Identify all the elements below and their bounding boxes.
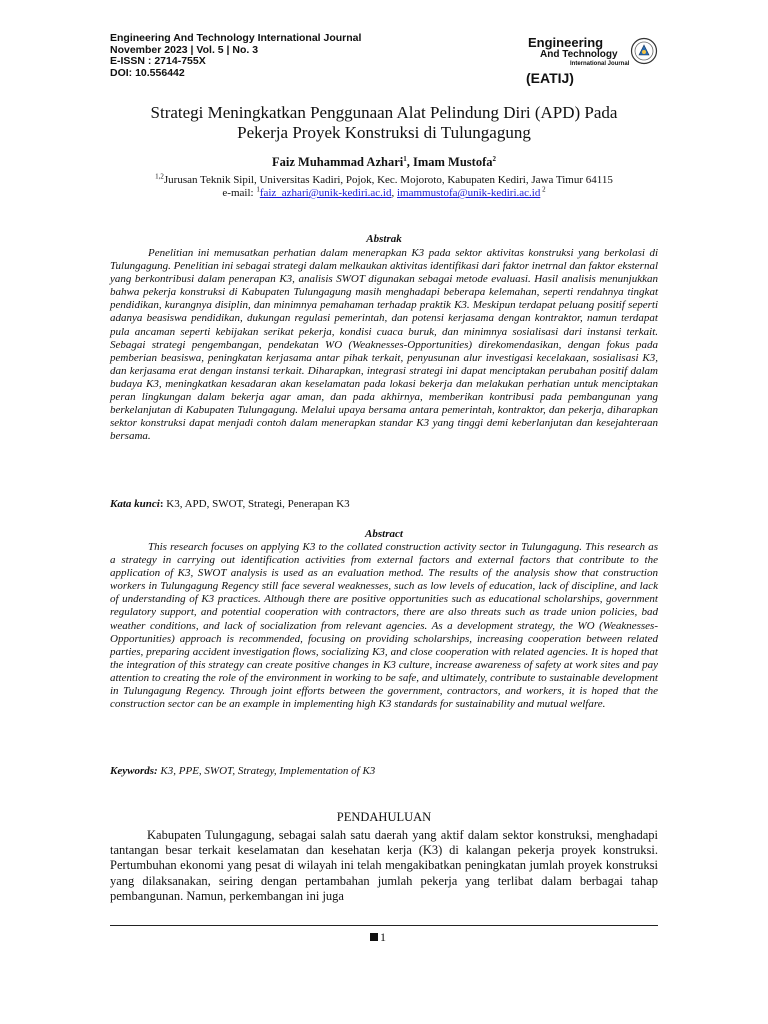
logo-line-3: International Journal [570,61,630,67]
journal-seal-icon [630,37,658,65]
page-number-value: 1 [380,930,386,944]
square-bullet-icon [370,933,378,941]
abstrak-text: Penelitian ini memusatkan perhatian dalam menerapkan K3 pada sektor aktivitas konstruksi yang berkolasi di Tulungagung. Penelitian ini sebagai strategi dalam melkaukan aktivitas identifikasi dari faktor inetrnal dan faktor eksternal yang berkontribusi dalam penerapan K3, analisis SWOT digunakan sebagai metode evaluasi. Hasil analisis menunjukkan bahwa pekerja konstruksi di Kabupaten Tulungagung masih menghadapi beberapa kelemahan, seperti rendahnya tingkat pendidikan, kurangnya disiplin, dan minimnya pemahaman terhadap praktik K3. Meskipun terdapat peluang positif seperti adanya beasiswa pendidikan, dukungan regulasi pemerintah, dan potensi kerjasama dengan kontraktor, namun terdapat pula ancaman seperti kebijakan serikat pekerja, kondisi cuaca buruk, dan minimnya sosialisasi dari instansi terkait. Sebagai strategi pengembangan, pendekatan WO (Weaknesses-Opportunities) direkomendasikan, dengan fokus pada pemberian beasiswa, peningkatan kerjasama antar pihak terkait, penyusunan alur investigasi kecelakaan, sosialisasi K3, dan kerjasama erat dengan instansi terkait. Diharapkan, integrasi strategi ini dapat menciptakan perubahan positif dalam budaya K3, meningkatkan kesadaran akan keselamatan pada lokasi bekerja dan melakukan perhatian untuk menciptakan peran lingkungan dalam bekerja agar aman, dan pada akhirnya, memberikan kontribusi pada pembangunan yang berkelanjutan di Kabupaten Tulungagung. Melalui upaya bersama antara pemerintah, kontraktor, dan pekerja, diharapkan sektor konstruksi dapat menjadi contoh dalam menerapkan standar K3 yang tinggi demi keberlanjutan dan kesejahteraan bersama. [110,247,658,443]
abstract-text: This research focuses on applying K3 to the collated construction activity sector in Tulungagung. This research as a strategy in carrying out identification activities from external factors and external factors that contribute to the application of K3, SWOT analysis is used as an evaluation method. The results of the analysis show that construction workers in Tulungagung Regency still face several weaknesses, such as low levels of education, lack of discipline, and lack of understanding of K3 practices. Although there are positive opportunities such as educational scholarships, government regulatory support, and potential cooperation with contractors, there are also threats such as trade union policies, bad weather conditions, and lack of socialization from relevant agencies. As a development strategy, the WO (Weaknesses-Opportunities) approach is recommended, focusing on providing scholarships, increasing cooperation between related parties, preparing accident investigation flows, socializing K3, and close cooperation with related agencies. It is hoped that the integration of this strategy can create positive changes in K3 culture, increase awareness of safety at work sites and pay attention to creating the role of the environment in working to be safe, and ultimately, contribute to sustainable development in Tulungagung Regency. Through joint efforts between the government, contractors, and workers, it is hoped that the construction sector can be an example in implementing high K3 standards for sustainability and mutual welfare. [110,541,658,711]
author-2: Imam Mustofa [412,155,493,169]
affiliation-text: Jurusan Teknik Sipil, Universitas Kadiri, Pojok, Kec. Mojoroto, Kabupaten Kediri, Jawa Timur 64115 [163,174,613,186]
author-list [100,155,668,170]
affiliation-sup: 1,2 [155,172,164,181]
title-line-1: Strategi Meningkatkan Penggunaan Alat Pelindung Diri (APD) Pada [150,103,618,122]
journal-logo [526,35,666,89]
logo-abbreviation: (EATIJ) [526,70,574,86]
title-line-2: Pekerja Proyek Konstruksi di Tulungagung [237,123,531,142]
intro-paragraph: Kabupaten Tulungagung, sebagai salah satu daerah yang aktif dalam sektor konstruksi, menghadapi tantangan besar terkait keselamatan dan kesehatan kerja (K3) di kalangan pekerja proyek konstruksi. Pertumbuhan ekonomi yang pesat di wilayah ini telah mengakibatkan peningkatan jumlah proyek konstruksi yang dilaksanakan, seiring dengan pertambahan jumlah pekerja yang terlibat dalam berbagai tahap pembangunan. Namun, perkembangan ini juga [110,828,658,903]
page-number [370,930,386,945]
email-2-sup: 2 [540,185,546,194]
affiliation [100,173,668,187]
author-2-sup: 2 [492,154,496,163]
kata-kunci [110,498,658,510]
abstrak-heading: Abstrak [366,233,402,245]
author-separator: , [406,155,413,169]
email-1-sup: 1 [256,185,260,194]
journal-doi: DOI: 10.556442 [110,66,185,79]
logo-line-2: And Technology [540,49,618,60]
email-separator: , [391,187,397,199]
journal-issue: November 2023 | Vol. 5 | No. 3 [110,43,259,56]
kata-kunci-sep: : [159,498,167,510]
abstract-heading: Abstract [365,528,403,540]
author-1-sup: 1 [403,154,407,163]
journal-eissn: E-ISSN : 2714-755X [110,55,206,67]
logo-line-1: Engineering [528,35,604,50]
keywords [110,765,658,777]
journal-header [110,33,361,79]
email-label: e-mail: [222,187,257,199]
section-heading-pendahuluan: PENDAHULUAN [336,810,432,824]
paper-title [100,103,668,143]
footer-rule [110,925,658,926]
author-1: Faiz Muhammad Azhari [271,155,404,169]
email-1-link[interactable]: faiz_azhari@unik-kediri.ac.id [259,187,392,199]
journal-name: Engineering And Technology International Journal [110,32,362,44]
email-2-link[interactable]: imammustofa@unik-kediri.ac.id [397,187,541,199]
kata-kunci-values: K3, APD, SWOT, Strategi, Penerapan K3 [166,498,350,510]
keywords-values: K3, PPE, SWOT, Strategy, Implementation of K3 [157,765,376,777]
keywords-label: Keywords: [110,765,158,777]
kata-kunci-label: Kata kunci [110,498,160,510]
email-line [100,187,668,199]
